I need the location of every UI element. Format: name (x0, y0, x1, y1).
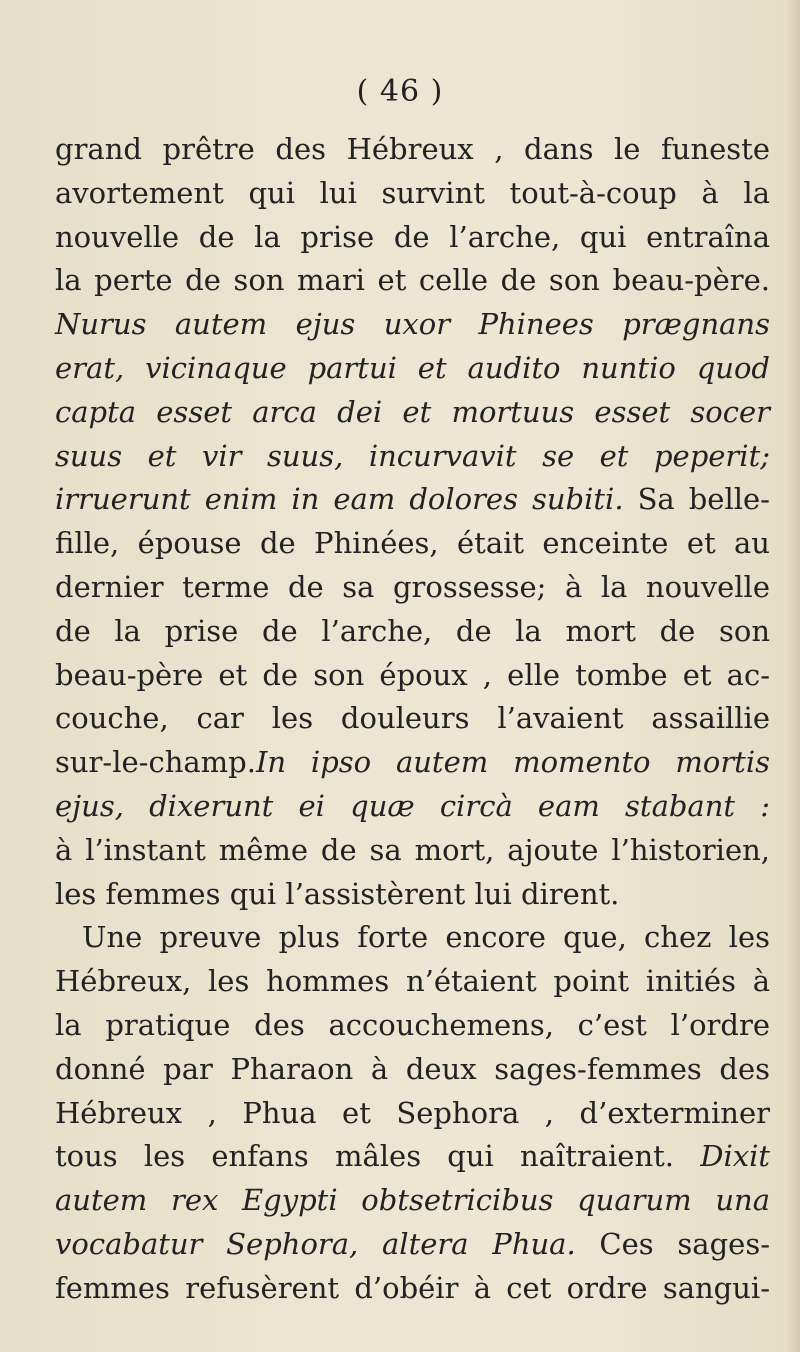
text-line (55, 829, 770, 873)
text-line (55, 1179, 770, 1223)
text-segment: nouvelle de la prise de l’arche, qui entraîna (55, 219, 770, 254)
text-line (55, 1004, 770, 1048)
text-line (55, 1092, 770, 1136)
latin-quote-segment: irruerunt enim in eam dolores subiti. (55, 482, 624, 517)
text-line (55, 1048, 770, 1092)
text-line (55, 1267, 770, 1311)
latin-quote-segment: ejus, dixerunt ei quæ circà eam stabant : (55, 788, 770, 823)
text-line (55, 259, 770, 303)
text-segment: femmes refusèrent d’obéir à cet ordre sangui- (55, 1270, 770, 1305)
text-segment: sur-le-champ. (55, 745, 256, 780)
text-line (55, 303, 770, 347)
latin-quote-segment: autem rex Egypti obtsetricibus quarum una (55, 1183, 770, 1218)
latin-quote-segment: erat, vicinaque partui et audito nuntio quod (55, 350, 770, 385)
text-line (55, 1223, 770, 1267)
latin-quote-segment: capta esset arca dei et mortuus esset socer (55, 394, 770, 429)
text-line (55, 522, 770, 566)
text-line (55, 435, 770, 479)
text-line (55, 347, 770, 391)
text-line (55, 873, 770, 917)
page-number: ( 46 ) (356, 74, 444, 109)
text-segment: couche, car les douleurs l’avaient assaillie (55, 701, 770, 736)
text-line (55, 216, 770, 260)
text-line (55, 741, 770, 785)
text-line (55, 960, 770, 1004)
text-line (55, 478, 770, 522)
text-segment: dernier terme de sa grossesse; à la nouvelle (55, 569, 770, 604)
text-segment: Une preuve plus forte encore que, chez les (82, 920, 770, 955)
text-segment: la perte de son mari et celle de son beau-père. (55, 263, 770, 298)
text-line (55, 785, 770, 829)
latin-quote-segment: In ipso autem momento mortis (255, 745, 770, 780)
text-line (55, 391, 770, 435)
text-segment: donné par Pharaon à deux sages-femmes des (55, 1051, 770, 1086)
text-segment: à l’instant même de sa mort, ajoute l’historien, (55, 832, 770, 867)
text-line (55, 566, 770, 610)
text-segment: Hébreux, les hommes n’étaient point initiés à (55, 964, 770, 999)
latin-quote-segment: Dixit (700, 1139, 770, 1174)
text-line (55, 128, 770, 172)
page-edge-shadow (786, 0, 800, 1352)
latin-quote-segment: suus et vir suus, incurvavit se et peperit; (55, 438, 770, 473)
text-line (55, 172, 770, 216)
text-line (55, 654, 770, 698)
text-segment: Sa belle- (623, 482, 770, 517)
text-line (55, 610, 770, 654)
text-segment: les femmes qui l’assistèrent lui dirent. (55, 876, 620, 911)
text-line (55, 1135, 770, 1179)
latin-quote-segment: vocabatur Sephora, altera Phua. (55, 1226, 576, 1261)
text-segment: Hébreux , Phua et Sephora , d’exterminer (55, 1095, 770, 1130)
text-segment: grand prêtre des Hébreux , dans le funeste (55, 132, 770, 166)
text-segment: fille, épouse de Phinées, était enceinte et au (55, 526, 770, 561)
text-line (55, 916, 770, 960)
text-segment: la pratique des accouchemens, c’est l’ordre (55, 1007, 770, 1042)
text-segment: tous les enfans mâles qui naîtraient. (55, 1139, 701, 1174)
text-segment: de la prise de l’arche, de la mort de son (55, 613, 770, 648)
text-line (55, 697, 770, 741)
text-segment: beau-père et de son époux , elle tombe et ac- (55, 657, 770, 692)
text-segment: Ces sages- (575, 1226, 770, 1261)
text-body (55, 128, 770, 1311)
text-segment: avortement qui lui survint tout-à-coup à la (55, 175, 770, 210)
latin-quote-segment: Nurus autem ejus uxor Phinees prægnans (55, 307, 770, 342)
